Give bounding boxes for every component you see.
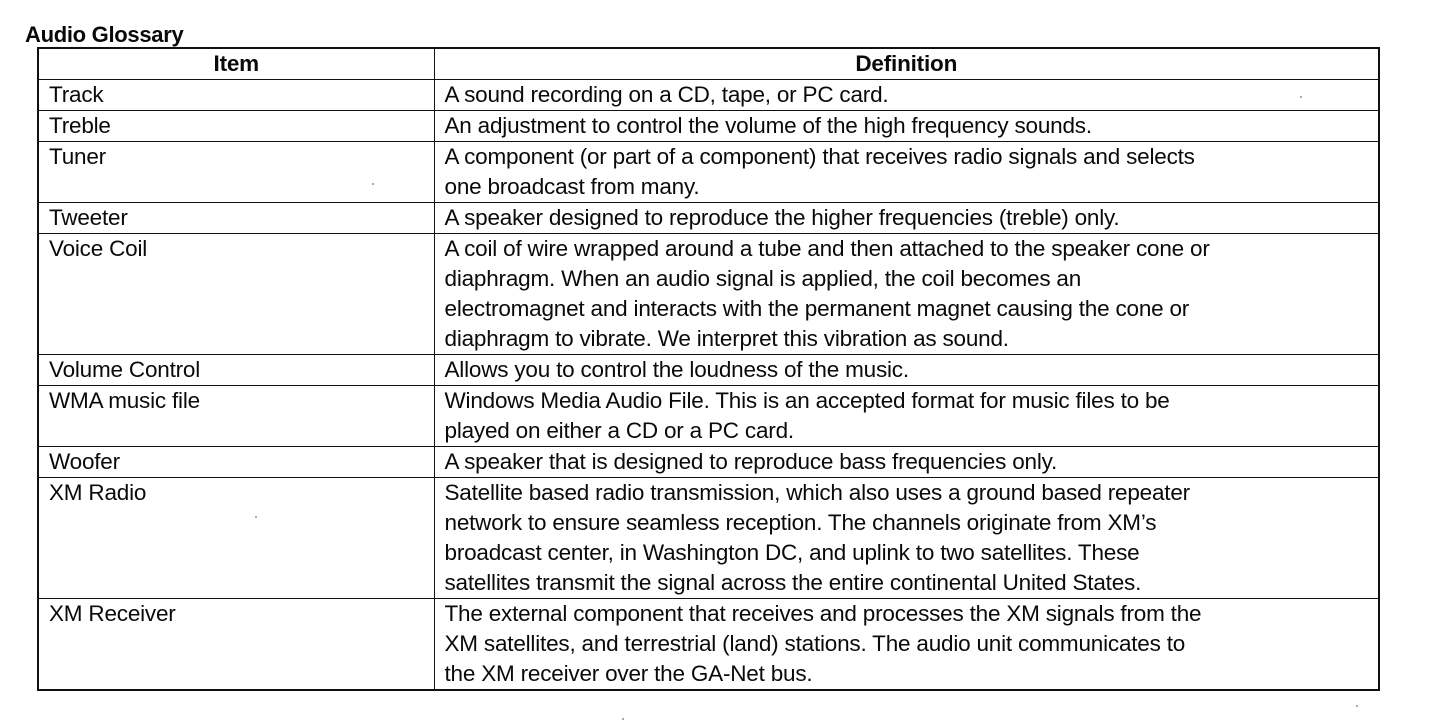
item-cell: Voice Coil [38,234,434,355]
definition-cell: A coil of wire wrapped around a tube and then attached to the speaker cone or diaphragm. When an audio signal is applied, the coil becomes an electromagnet and interacts with the permanent magnet causing the cone or diaphragm to vibrate. We interpret this vibration as sound. [434,234,1379,355]
item-cell: WMA music file [38,386,434,447]
column-header-definition: Definition [434,48,1379,80]
definition-cell: A speaker that is designed to reproduce bass frequencies only. [434,447,1379,478]
item-cell: Tweeter [38,203,434,234]
table-row [38,355,1379,386]
item-cell: XM Radio [38,478,434,599]
definition-cell: A component (or part of a component) that receives radio signals and selects one broadcast from many. [434,142,1379,203]
item-cell: Tuner [38,142,434,203]
item-cell: Treble [38,111,434,142]
table-header-row [38,48,1379,80]
item-cell: XM Receiver [38,599,434,691]
table-row [38,80,1379,111]
table-row [38,111,1379,142]
item-cell: Woofer [38,447,434,478]
scan-speck [255,516,257,518]
table-row [38,234,1379,355]
table-row [38,599,1379,691]
table-row [38,447,1379,478]
definition-cell: The external component that receives and processes the XM signals from the XM satellites, and terrestrial (land) stations. The audio unit communicates to the XM receiver over the GA-Net bus. [434,599,1379,691]
definition-cell: Satellite based radio transmission, which also uses a ground based repeater network to ensure seamless reception. The channels originate from XM’s broadcast center, in Washington DC, and uplink to two satellites. These satellites transmit the signal across the entire continental United States. [434,478,1379,599]
definition-cell: A speaker designed to reproduce the higher frequencies (treble) only. [434,203,1379,234]
definition-cell: Windows Media Audio File. This is an accepted format for music files to be played on either a CD or a PC card. [434,386,1379,447]
definition-cell: An adjustment to control the volume of the high frequency sounds. [434,111,1379,142]
definition-cell: A sound recording on a CD, tape, or PC card. [434,80,1379,111]
table-row [38,386,1379,447]
scan-speck [1300,96,1302,98]
scan-speck [372,183,374,185]
page-title: Audio Glossary [25,22,184,47]
table-row [38,142,1379,203]
scan-speck [1356,705,1358,707]
table-row [38,478,1379,599]
definition-cell: Allows you to control the loudness of the music. [434,355,1379,386]
item-cell: Volume Control [38,355,434,386]
glossary-table [37,47,1380,691]
column-header-item: Item [38,48,434,80]
scan-speck [622,718,624,720]
table-row [38,203,1379,234]
item-cell: Track [38,80,434,111]
